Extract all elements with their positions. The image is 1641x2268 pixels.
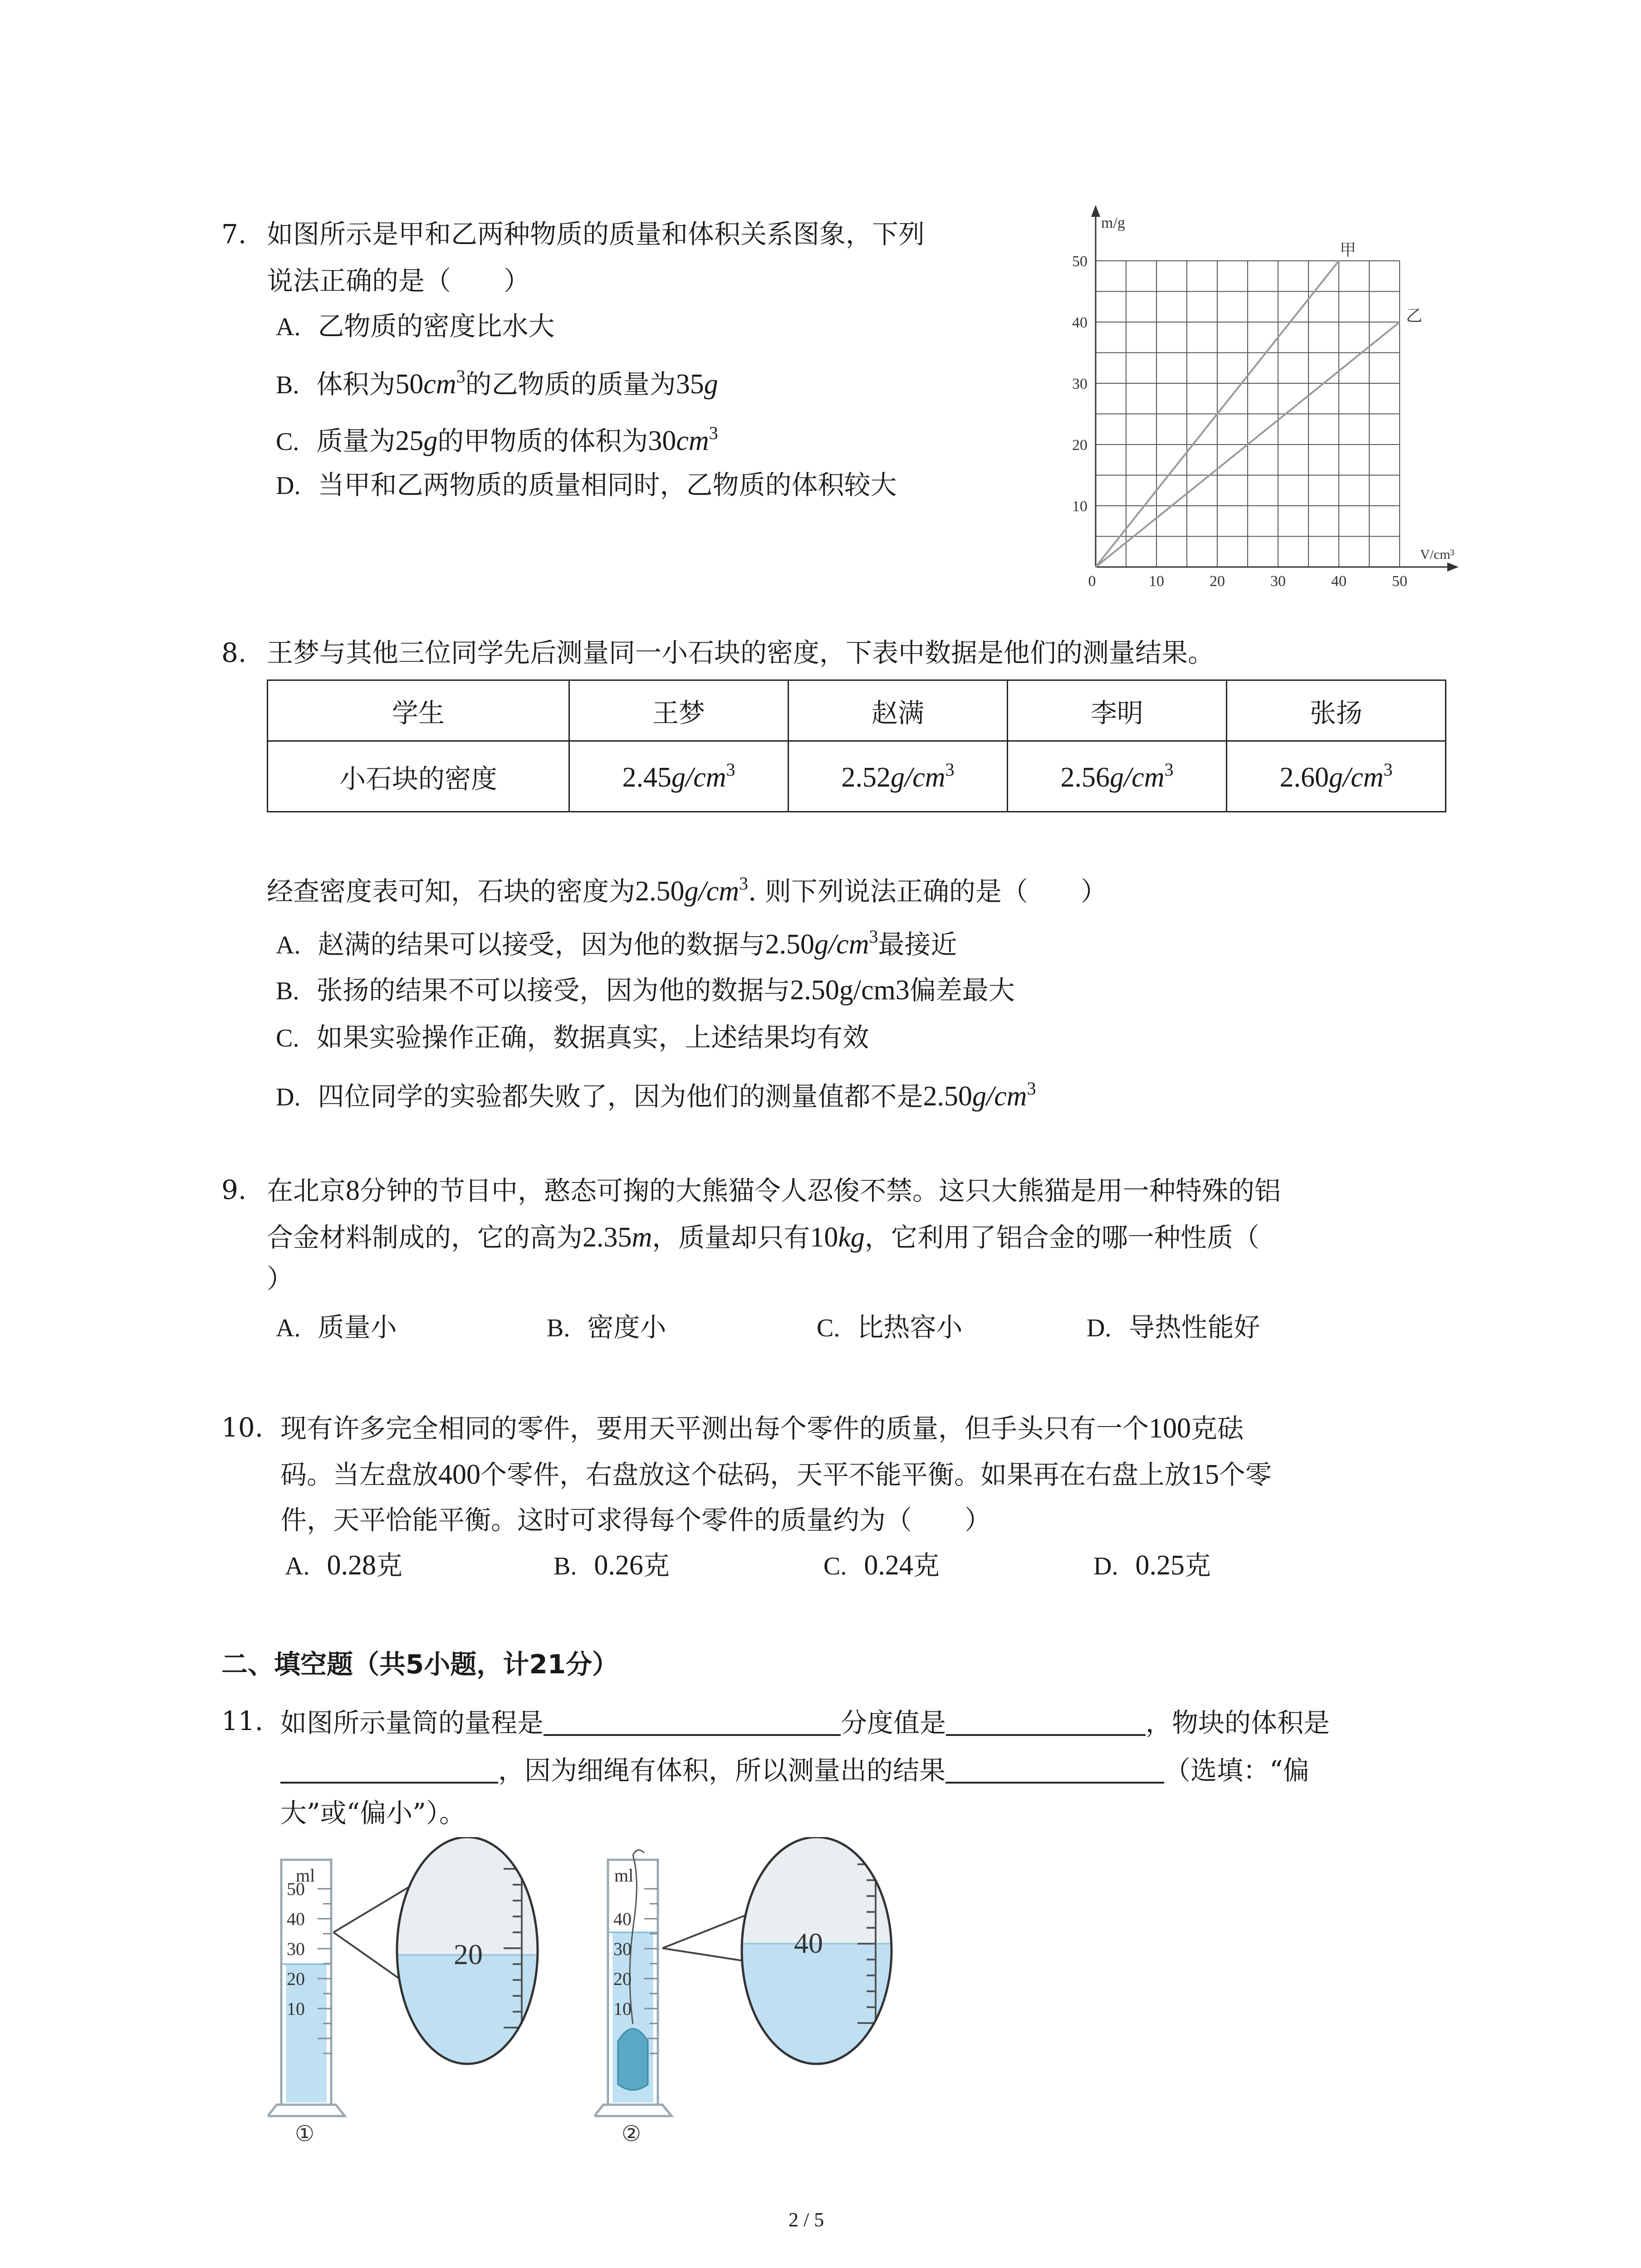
q7-stem-line2: 说法正确的是（ ） (267, 265, 530, 296)
q10-option-b[interactable]: B. 0.26克 (554, 1550, 670, 1581)
cylinder-1-tick: 50 (287, 1879, 305, 1899)
y-tick-label: 40 (1072, 314, 1087, 331)
x-tick-label: 20 (1210, 573, 1225, 590)
measuring-cylinder-1 (268, 1837, 563, 2146)
table-header-row (268, 680, 1446, 741)
q7-option-b[interactable]: B. 体积为$50cm^3$的乙物质的质量为35g (276, 366, 718, 400)
q11-number: 11. (221, 1706, 264, 1736)
q10-option-a[interactable]: A. 0.28克 (285, 1550, 402, 1581)
q9-number: 9. (221, 1174, 247, 1205)
measuring-cylinder-2 (594, 1837, 912, 2146)
q11-line2: ，因为细绳有体积，所以测量出的结果 （选填：“偏 (280, 1755, 1309, 1784)
mass-volume-chart (1043, 200, 1470, 599)
q8-option-a[interactable]: A. 赵满的结果可以接受，因为他的数据与$2.50g/cm^3$最接近 (276, 926, 957, 960)
answer-blank-volume[interactable] (280, 1755, 498, 1784)
q9-option-b[interactable]: B. 密度小 (547, 1312, 666, 1343)
q10-line2: 码。当左盘放400个零件，右盘放这个砝码，天平不能平衡。如果再在右盘上放15个零 (280, 1459, 1272, 1490)
q11-line3: 大”或“偏小”）。 (280, 1798, 465, 1828)
q9-option-a[interactable]: A. 质量小 (276, 1312, 397, 1343)
q9-option-d[interactable]: D. 导热性能好 (1087, 1312, 1260, 1343)
cylinder-1-tick: 40 (287, 1909, 305, 1929)
cylinder-1-unit: ml (296, 1865, 315, 1886)
q8-option-c[interactable]: C. 如果实验操作正确，数据真实，上述结果均有效 (276, 1022, 869, 1053)
table-cell: $2.56g/cm^3$ (1008, 741, 1227, 812)
q7-option-d[interactable]: D. 当甲和乙两物质的质量相同时，乙物质的体积较大 (276, 469, 897, 500)
table-header-cell: 张扬 (1227, 680, 1446, 741)
q9-line1: 在北京8分钟的节目中，憨态可掬的大熊猫令人忍俊不禁。这只大熊猫是用一种特殊的铝 (267, 1175, 1281, 1206)
table-cell: $2.45g/cm^3$ (569, 741, 789, 812)
cylinder-2-zoom-reading: 40 (794, 1927, 823, 1959)
answer-blank-division[interactable] (946, 1708, 1146, 1736)
q11-line1: 如图所示量筒的量程是 分度值是 ，物块的体积是 (280, 1707, 1330, 1738)
cylinder-2-tick: 40 (613, 1909, 632, 1929)
q10-line1: 现有许多完全相同的零件，要用天平测出每个零件的质量，但手头只有一个100克砝 (280, 1413, 1244, 1444)
q8-stem: 王梦与其他三位同学先后测量同一小石块的密度，下表中数据是他们的测量结果。 (267, 637, 1215, 668)
table-cell: $2.60g/cm^3$ (1227, 741, 1446, 812)
q9-line2: 合金材料制成的，它的高为2.35m，质量却只有10kg，它利用了铝合金的哪一种性质（ (267, 1222, 1259, 1253)
q9-option-c[interactable]: C. 比热容小 (817, 1312, 963, 1343)
y-tick-label: 50 (1072, 253, 1087, 270)
cylinder-2-unit: ml (614, 1865, 634, 1886)
q7-stem-line1: 如图所示是甲和乙两种物质的质量和体积关系图象，下列 (267, 219, 925, 249)
q10-option-c[interactable]: C. 0.24克 (823, 1550, 940, 1581)
series-label: 甲 (1340, 241, 1357, 259)
q8-option-b[interactable]: B. 张扬的结果不可以接受，因为他的数据与2.50g/cm3偏差最大 (276, 975, 1015, 1006)
x-axis-arrow (1447, 562, 1459, 572)
cylinder-2-tick: 30 (613, 1939, 632, 1959)
q10-line3: 件，天平恰能平衡。这时可求得每个零件的质量约为（ ） (280, 1505, 991, 1535)
figure-1-caption: ① (295, 2122, 315, 2146)
x-tick-label: 10 (1149, 573, 1164, 590)
q10-number: 10. (221, 1412, 264, 1443)
q7-option-c[interactable]: C. 质量为25g的甲物质的体积为$30cm^3$ (276, 423, 718, 456)
table-header-cell: 学生 (268, 680, 569, 741)
cylinder-2-tick: 20 (613, 1969, 632, 1989)
y-tick-label: 20 (1072, 437, 1087, 454)
answer-blank-range[interactable] (544, 1708, 841, 1736)
q8-option-d[interactable]: D. 四位同学的实验都失败了，因为他们的测量值都不是$2.50g/cm^3$ (276, 1078, 1036, 1112)
y-tick-label: 30 (1072, 376, 1087, 392)
q8-number: 8. (221, 637, 247, 668)
origin-label: 0 (1088, 573, 1096, 590)
x-tick-label: 50 (1392, 573, 1407, 590)
q10-option-d[interactable]: D. 0.25克 (1093, 1550, 1211, 1581)
table-header-cell: 王梦 (569, 680, 789, 741)
cylinder-2-tick: 10 (613, 1999, 632, 2019)
cylinder-1-tick: 10 (287, 1999, 305, 2019)
cylinder-1-tick: 30 (287, 1939, 305, 1959)
table-header-cell: 赵满 (789, 680, 1008, 741)
answer-blank-result[interactable] (945, 1755, 1164, 1784)
series-label: 乙 (1406, 307, 1423, 325)
q8-after-table: 经查密度表可知，石块的密度为$2.50g/cm^3$. 则下列说法正确的是（ ） (267, 873, 1107, 907)
section-heading: 二、填空题（共5小题，计21分） (221, 1649, 619, 1680)
table-row-label: 小石块的密度 (268, 741, 569, 812)
table-header-cell: 李明 (1008, 680, 1227, 741)
y-axis-label: m/g (1101, 215, 1125, 231)
table-row (268, 741, 1446, 812)
cylinder-1-zoom-reading: 20 (454, 1938, 483, 1970)
density-table (267, 679, 1446, 812)
q9-line3: ） (267, 1263, 294, 1294)
q7-option-a[interactable]: A. 乙物质的密度比水大 (276, 311, 555, 342)
page-number: 2 / 5 (789, 2209, 824, 2231)
y-tick-label: 10 (1072, 498, 1087, 515)
x-axis-label: V/cm³ (1420, 547, 1455, 562)
y-axis-arrow (1091, 205, 1100, 217)
table-cell: $2.52g/cm^3$ (789, 741, 1008, 812)
figure-2-caption: ② (622, 2122, 642, 2146)
cylinder-1-tick: 20 (287, 1969, 305, 1989)
x-tick-label: 30 (1270, 573, 1286, 590)
q7-number: 7. (221, 219, 247, 249)
x-tick-label: 40 (1331, 573, 1347, 590)
